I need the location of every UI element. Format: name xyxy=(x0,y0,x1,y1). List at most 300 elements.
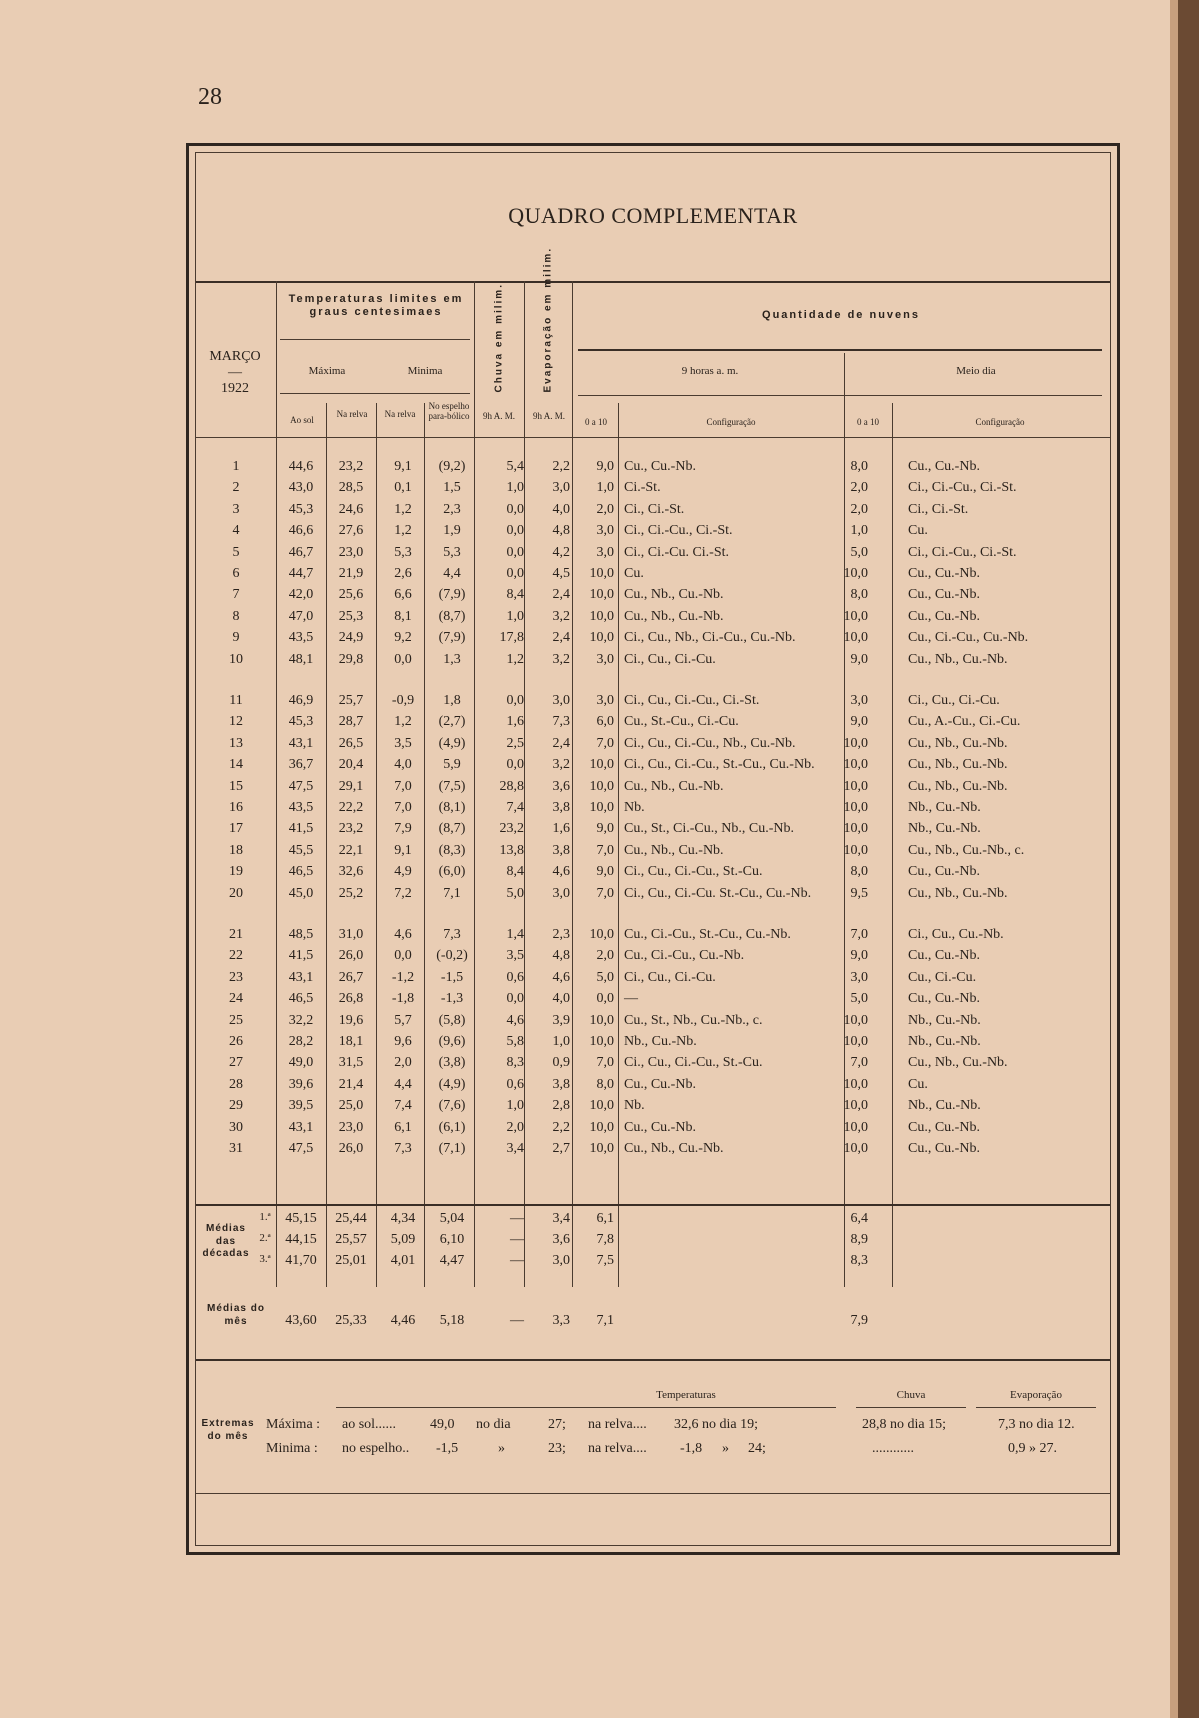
table-cell: Ci., Cu., Ci.-Cu., Ci.-St. xyxy=(624,693,760,708)
table-cell: 39,6 xyxy=(288,1076,314,1092)
table-cell: 17,8 xyxy=(499,630,524,646)
table-cell: 7,3 xyxy=(443,927,461,942)
table-cell: 10,0 xyxy=(589,1098,614,1114)
day-cell: 5 xyxy=(232,544,240,560)
table-cell: 44,7 xyxy=(288,566,314,581)
table-cell: -1,5 xyxy=(440,969,464,985)
evap-9h-header: 9h A. M. xyxy=(532,411,565,421)
table-cell: 5,3 xyxy=(443,544,461,560)
table-cell: 5,0 xyxy=(850,544,868,560)
table-cell: 2,0 xyxy=(506,1119,524,1135)
decade-ordinal: 2.ª xyxy=(259,1232,271,1244)
table-cell: Cu., Cu.-Nb. xyxy=(908,991,980,1007)
vline xyxy=(326,403,327,437)
table-cell: 0,0 xyxy=(506,757,524,773)
table-cell: 32,2 xyxy=(288,1012,314,1028)
table-cell: 1,0 xyxy=(506,480,524,496)
extreme-max-evap: 7,3 no dia 12. xyxy=(998,1417,1075,1432)
table-cell: 23,0 xyxy=(338,1119,364,1135)
table-cell: 6,6 xyxy=(394,587,412,603)
table-cell: 3,0 xyxy=(596,523,614,539)
table-cell: 10,0 xyxy=(589,608,614,624)
table-cell: Ci., Ci.-Cu., Ci.-St. xyxy=(624,523,733,539)
table-cell: 21,4 xyxy=(338,1076,364,1092)
decade-mean-row xyxy=(196,1232,1118,1253)
table-cell: 10,0 xyxy=(843,842,868,858)
table-cell: Cu. xyxy=(908,523,928,539)
table-cell: 7,9 xyxy=(394,821,412,837)
table-cell: 6,0 xyxy=(596,714,614,730)
table-cell: 29,8 xyxy=(338,651,364,667)
table-cell: (6,0) xyxy=(438,864,466,880)
extreme-min-text4: » xyxy=(722,1441,729,1456)
table-cell: 29,1 xyxy=(338,778,364,794)
table-cell: 48,5 xyxy=(288,927,314,942)
table-cell: Cu., Cu.-Nb. xyxy=(624,1076,696,1092)
table-cell: 3,6 xyxy=(552,778,570,794)
table-cell: 3,0 xyxy=(596,544,614,560)
table-cell: 4,4 xyxy=(443,566,461,581)
table-cell: 7,5 xyxy=(596,1253,614,1268)
table-cell: 8,0 xyxy=(850,864,868,880)
temps-group-header: Temperaturas limites em graus centesimaes xyxy=(288,293,464,318)
table-row xyxy=(196,1098,1118,1119)
day-cell: 1 xyxy=(232,459,240,474)
table-cell: Cu., Cu.-Nb. xyxy=(908,566,980,581)
table-cell: 1,6 xyxy=(552,821,570,837)
table-cell: 2,4 xyxy=(552,587,570,603)
table-cell: 10,0 xyxy=(589,1141,614,1156)
table-cell: 4,2 xyxy=(552,544,570,560)
table-cell: (9,6) xyxy=(438,1034,466,1049)
day-cell: 22 xyxy=(229,948,243,964)
table-row xyxy=(196,886,1118,907)
extreme-max-text3: na relva.... xyxy=(588,1417,647,1432)
day-cell: 7 xyxy=(232,587,240,603)
table-cell: 7,0 xyxy=(850,1055,868,1071)
table-cell: 2,4 xyxy=(552,735,570,751)
day-cell: 23 xyxy=(229,969,243,985)
table-cell: Cu., Ci.-Cu., St.-Cu., Cu.-Nb. xyxy=(624,927,791,942)
extreme-max-value1: 49,0 xyxy=(430,1417,455,1432)
decade-ordinal: 1.ª xyxy=(259,1211,271,1223)
table-cell: Cu., Ci.-Cu., Cu.-Nb. xyxy=(624,948,745,964)
table-row xyxy=(196,523,1118,544)
table-cell: 2,8 xyxy=(552,1098,570,1114)
table-cell: 3,8 xyxy=(552,1076,570,1092)
table-cell: 39,5 xyxy=(288,1098,314,1114)
minima-header: Minima xyxy=(407,365,443,377)
table-cell: 7,0 xyxy=(394,800,412,815)
table-cell: 10,0 xyxy=(589,800,614,815)
table-cell: 7,0 xyxy=(596,735,614,751)
table-cell: 7,4 xyxy=(394,1098,412,1114)
table-cell: Cu., Nb., Cu.-Nb. xyxy=(908,778,1008,794)
extreme-min-evap: 0,9 » 27. xyxy=(1008,1441,1057,1456)
table-cell: Cu., Ci.-Cu., Cu.-Nb. xyxy=(908,630,1029,646)
table-row xyxy=(196,821,1118,842)
table-cell: 23,0 xyxy=(338,544,364,560)
table-row xyxy=(196,566,1118,587)
extreme-min-day2: 24; xyxy=(748,1441,766,1456)
chuva-header: Chuva em milim. xyxy=(493,283,505,393)
table-cell: 10,0 xyxy=(843,1076,868,1092)
day-cell: 12 xyxy=(229,714,243,730)
table-row xyxy=(196,480,1118,501)
table-cell: Cu., Ci.-Cu. xyxy=(908,969,977,985)
table-cell: 49,0 xyxy=(288,1055,314,1071)
extreme-max-label: Máxima : xyxy=(266,1417,321,1432)
table-cell: 5,0 xyxy=(596,969,614,985)
table-row xyxy=(196,1077,1118,1098)
table-cell: 1,2 xyxy=(394,523,412,539)
meio-dia-header: Meio dia xyxy=(956,365,996,377)
nove-horas-header: 9 horas a. m. xyxy=(681,365,739,377)
table-cell: Ci.-St. xyxy=(624,480,661,496)
table-cell: 9,1 xyxy=(394,459,412,474)
table-cell: 1,0 xyxy=(596,480,614,496)
table-cell: 5,7 xyxy=(394,1012,412,1028)
table-cell: (8,1) xyxy=(438,800,466,815)
table-cell: Ci., Cu., Ci.-Cu., St.-Cu. xyxy=(624,1055,763,1071)
extreme-min-label: Minima : xyxy=(266,1441,318,1456)
vline xyxy=(424,403,425,437)
table-cell: 2,2 xyxy=(552,459,570,474)
extremes-evap-header: Evaporação xyxy=(1010,1389,1062,1401)
table-cell: 3,0 xyxy=(552,885,570,901)
table-cell: 3,0 xyxy=(552,480,570,496)
table-cell: 2,5 xyxy=(506,735,524,751)
table-cell: 2,3 xyxy=(552,927,570,942)
header-bottom-rule xyxy=(196,437,1110,438)
table-cell: 28,2 xyxy=(288,1034,314,1049)
table-cell: 2,2 xyxy=(552,1119,570,1135)
table-cell: 8,3 xyxy=(850,1253,868,1268)
vline xyxy=(474,281,475,437)
table-cell: 4,6 xyxy=(552,969,570,985)
table-cell: Cu. xyxy=(624,566,644,581)
table-cell: 0,6 xyxy=(506,1076,524,1092)
decade-mean-row xyxy=(196,1211,1118,1232)
table-row xyxy=(196,1013,1118,1034)
table-cell: 1,9 xyxy=(443,523,461,539)
table-cell: 25,7 xyxy=(338,693,364,708)
table-cell: 25,0 xyxy=(338,1098,364,1114)
table-cell: 0,0 xyxy=(394,948,412,964)
table-cell: Ci., Cu., Ci.-Cu. St.-Cu., Cu.-Nb. xyxy=(624,885,812,901)
table-cell: 3,0 xyxy=(552,693,570,708)
table-cell: Ci., Ci.-St. xyxy=(908,501,969,517)
table-cell: 4,01 xyxy=(390,1253,416,1268)
table-cell: 44,6 xyxy=(288,459,314,474)
header-top-rule xyxy=(196,281,1110,283)
table-cell: 3,5 xyxy=(506,948,524,964)
table-row xyxy=(196,459,1118,480)
table-cell: 23,2 xyxy=(499,821,524,837)
table-cell: 13,8 xyxy=(499,842,524,858)
table-cell: Ci., Cu., Ci.-Cu., St.-Cu., Cu.-Nb. xyxy=(624,757,815,773)
table-cell: 24,6 xyxy=(338,501,364,517)
table-cell: 3,0 xyxy=(596,651,614,667)
config-noon-header: Configuração xyxy=(975,417,1025,427)
table-row xyxy=(196,714,1118,735)
day-cell: 17 xyxy=(229,821,243,837)
table-inner xyxy=(195,152,1111,1546)
day-cell: 19 xyxy=(229,864,243,880)
table-cell: 7,3 xyxy=(552,714,570,730)
table-cell: Cu., Cu.-Nb. xyxy=(908,864,980,880)
table-cell: (5,8) xyxy=(438,1012,466,1028)
table-cell: 4,8 xyxy=(552,523,570,539)
table-cell: 26,0 xyxy=(338,1141,364,1156)
table-cell: 23,2 xyxy=(338,459,364,474)
table-cell: Cu., Cu.-Nb. xyxy=(908,1141,980,1156)
table-cell: 10,0 xyxy=(589,566,614,581)
table-row xyxy=(196,757,1118,778)
table-cell: (6,1) xyxy=(438,1119,466,1135)
table-cell: Ci., Cu., Cu.-Nb. xyxy=(908,927,1004,942)
table-cell: 10,0 xyxy=(843,608,868,624)
table-cell: Ci., Ci.-Cu., Ci.-St. xyxy=(908,544,1017,560)
table-cell: 2,7 xyxy=(552,1141,570,1156)
table-cell: 3,2 xyxy=(552,757,570,773)
day-cell: 30 xyxy=(229,1119,243,1135)
table-cell: 9,1 xyxy=(394,842,412,858)
table-cell: 1,5 xyxy=(443,480,461,496)
table-cell: 10,0 xyxy=(843,1141,868,1156)
na-relva-min-header: Na relva xyxy=(384,409,416,419)
table-cell: 24,9 xyxy=(338,630,364,646)
table-cell: 48,1 xyxy=(288,651,314,667)
day-cell: 10 xyxy=(229,651,243,667)
table-cell: 0,0 xyxy=(506,544,524,560)
table-cell: 10,0 xyxy=(589,778,614,794)
table-cell: 3,0 xyxy=(596,693,614,708)
table-cell: 1,0 xyxy=(506,1098,524,1114)
table-cell: 1,6 xyxy=(506,714,524,730)
table-cell: 10,0 xyxy=(843,1012,868,1028)
day-cell: 2 xyxy=(232,480,240,496)
day-cell: 4 xyxy=(232,523,240,539)
table-cell: 31,5 xyxy=(338,1055,364,1071)
table-cell: 0,0 xyxy=(506,991,524,1007)
table-cell: 46,7 xyxy=(288,544,314,560)
table-cell: 1,0 xyxy=(552,1034,570,1049)
table-cell: 42,0 xyxy=(288,587,314,603)
table-cell: 4,0 xyxy=(552,991,570,1007)
month-label: MARÇO — 1922 xyxy=(209,349,261,397)
extremes-chuva-header: Chuva xyxy=(896,1389,926,1401)
chuva-9h-header: 9h A. M. xyxy=(482,411,515,421)
table-cell: 7,0 xyxy=(596,1055,614,1071)
table-cell: Cu., Cu.-Nb. xyxy=(908,608,980,624)
table-cell: 5,04 xyxy=(439,1211,465,1226)
table-cell: 8,4 xyxy=(506,587,524,603)
day-cell: 13 xyxy=(229,735,243,751)
table-cell: Cu., Cu.-Nb. xyxy=(908,587,980,603)
decade-mean-row xyxy=(196,1253,1118,1274)
extreme-max-text2: no dia xyxy=(476,1417,511,1432)
table-cell: 28,5 xyxy=(338,480,364,496)
table-cell: Ci., Ci.-St. xyxy=(624,501,685,517)
table-cell: Nb., Cu.-Nb. xyxy=(908,1034,981,1049)
table-row xyxy=(196,1141,1118,1162)
table-cell: 25,57 xyxy=(335,1232,367,1247)
decade-ordinal: 3.ª xyxy=(259,1253,271,1265)
table-cell: 2,4 xyxy=(552,630,570,646)
table-cell: (7,6) xyxy=(438,1098,466,1114)
extreme-min-day1: 23; xyxy=(548,1441,566,1456)
table-cell: Ci., Cu., Nb., Ci.-Cu., Cu.-Nb. xyxy=(624,630,796,646)
extreme-min-value2: -1,8 xyxy=(680,1441,703,1456)
extremes-temps-rule xyxy=(336,1407,836,1408)
evaporacao-header: Evaporação em milim. xyxy=(542,246,554,393)
table-cell: 3,0 xyxy=(850,969,868,985)
table-frame xyxy=(186,143,1120,1555)
table-cell: 20,4 xyxy=(338,757,364,773)
table-cell: 10,0 xyxy=(589,1034,614,1049)
table-cell: 2,0 xyxy=(850,480,868,496)
day-cell: 8 xyxy=(232,608,240,624)
table-cell: 1,3 xyxy=(443,651,461,667)
table-cell: 5,09 xyxy=(390,1232,416,1247)
table-cell: 5,0 xyxy=(506,885,524,901)
day-cell: 18 xyxy=(229,842,243,858)
table-cell: 26,8 xyxy=(338,991,364,1007)
table-cell: 2,6 xyxy=(394,566,412,581)
table-cell: 4,0 xyxy=(552,501,570,517)
table-cell: 47,5 xyxy=(288,778,314,794)
table-cell: 9,0 xyxy=(596,821,614,837)
table-cell: 9,0 xyxy=(596,459,614,474)
table-cell: 10,0 xyxy=(843,800,868,815)
table-cell: 45,3 xyxy=(288,714,314,730)
day-cell: 24 xyxy=(229,991,243,1007)
table-cell: Nb., Cu.-Nb. xyxy=(908,800,981,815)
table-cell: 7,1 xyxy=(443,885,461,901)
table-cell: 8,9 xyxy=(850,1232,868,1247)
table-cell: 5,0 xyxy=(850,991,868,1007)
table-cell: 0,0 xyxy=(506,693,524,708)
temps-rule xyxy=(280,339,470,340)
day-cell: 15 xyxy=(229,778,243,794)
table-cell: 25,3 xyxy=(338,608,364,624)
table-cell: 6,4 xyxy=(850,1211,868,1226)
table-cell: Cu., Nb., Cu.-Nb. xyxy=(908,735,1008,751)
temps-rule2 xyxy=(280,393,470,394)
table-cell: Cu., St., Ci.-Cu., Nb., Cu.-Nb. xyxy=(624,821,794,837)
table-cell: 41,5 xyxy=(288,821,314,837)
table-row xyxy=(196,1120,1118,1141)
extreme-min-text3: na relva.... xyxy=(588,1441,647,1456)
table-cell: 2,0 xyxy=(596,501,614,517)
table-cell: 3,2 xyxy=(552,651,570,667)
na-relva-header: Na relva xyxy=(336,409,368,419)
table-cell: 8,1 xyxy=(394,608,412,624)
table-cell: 7,2 xyxy=(394,885,412,901)
table-row xyxy=(196,630,1118,651)
table-cell: Ci., Cu., Ci.-Cu. xyxy=(624,969,716,985)
table-row xyxy=(196,991,1118,1012)
extreme-max-chuva: 28,8 no dia 15; xyxy=(862,1417,946,1432)
table-cell: 9,5 xyxy=(850,885,868,901)
table-cell: 0,0 xyxy=(506,501,524,517)
table-row xyxy=(196,864,1118,885)
table-cell: (8,7) xyxy=(438,608,466,624)
extremes-chuva-rule xyxy=(856,1407,966,1408)
table-cell: 36,7 xyxy=(288,757,314,773)
table-cell: 7,0 xyxy=(596,885,614,901)
table-cell: 10,0 xyxy=(843,735,868,751)
table-cell: -1,3 xyxy=(440,991,464,1007)
table-cell: Ci., Cu., Ci.-Cu., St.-Cu. xyxy=(624,864,763,880)
table-cell: Cu., Nb., Cu.-Nb. xyxy=(908,757,1008,773)
nuvens-header: Quantidade de nuvens xyxy=(762,309,920,321)
table-cell: 0,0 xyxy=(506,523,524,539)
table-cell: — xyxy=(510,1211,524,1226)
table-cell: 10,0 xyxy=(843,821,868,837)
maxima-header: Máxima xyxy=(308,365,346,377)
table-cell: Ci., Cu., Ci.-Cu. xyxy=(624,651,716,667)
table-cell: Cu., A.-Cu., Ci.-Cu. xyxy=(908,714,1021,730)
table-cell: Cu., Nb., Cu.-Nb., c. xyxy=(908,842,1025,858)
table-cell: 9,0 xyxy=(850,948,868,964)
extreme-min-value1: -1,5 xyxy=(436,1441,459,1456)
table-cell: 7,8 xyxy=(596,1232,614,1247)
table-cell: Nb., Cu.-Nb. xyxy=(908,821,981,837)
table-cell: 25,6 xyxy=(338,587,364,603)
extreme-min-text1: no espelho.. xyxy=(342,1441,410,1456)
table-cell: 21,9 xyxy=(338,566,364,581)
table-cell: 3,0 xyxy=(552,1253,570,1268)
table-cell: Cu., Nb., Cu.-Nb. xyxy=(624,842,724,858)
table-cell: 10,0 xyxy=(843,1098,868,1114)
table-cell: 10,0 xyxy=(589,927,614,942)
table-cell: 8,0 xyxy=(596,1076,614,1092)
table-row xyxy=(196,587,1118,608)
table-cell: Cu., Nb., Cu.-Nb. xyxy=(624,608,724,624)
table-cell: (2,7) xyxy=(438,714,466,730)
table-cell: (9,2) xyxy=(438,459,466,474)
table-cell: 4,4 xyxy=(394,1076,412,1092)
table-cell: 45,5 xyxy=(288,842,314,858)
table-cell: Cu., Nb., Cu.-Nb. xyxy=(624,587,724,603)
table-cell: 3,4 xyxy=(506,1141,524,1156)
table-cell: Cu., Cu.-Nb. xyxy=(908,459,980,474)
means-rule xyxy=(196,1204,1110,1206)
day-cell: 16 xyxy=(229,800,243,815)
table-row xyxy=(196,545,1118,566)
table-row xyxy=(196,843,1118,864)
table-cell: 6,1 xyxy=(394,1119,412,1135)
day-cell: 21 xyxy=(229,927,243,942)
table-cell: 6,1 xyxy=(596,1211,614,1226)
table-cell: Nb., Cu.-Nb. xyxy=(908,1098,981,1114)
table-cell: 43,1 xyxy=(288,969,314,985)
table-cell: 45,0 xyxy=(288,885,314,901)
table-cell: Cu., Nb., Cu.-Nb. xyxy=(908,885,1008,901)
table-cell: (7,9) xyxy=(438,630,466,646)
table-cell: -1,8 xyxy=(391,991,415,1007)
table-cell: 3,8 xyxy=(552,800,570,815)
table-cell: Ci., Cu., Ci.-Cu., Nb., Cu.-Nb. xyxy=(624,735,796,751)
table-cell: Cu. xyxy=(908,1076,928,1092)
day-cell: 11 xyxy=(229,693,243,708)
table-cell: 3,4 xyxy=(552,1211,570,1226)
table-cell: 10,0 xyxy=(843,1119,868,1135)
table-cell: Cu., Nb., Cu.-Nb. xyxy=(908,651,1008,667)
table-cell: Cu., Cu.-Nb. xyxy=(624,1119,696,1135)
